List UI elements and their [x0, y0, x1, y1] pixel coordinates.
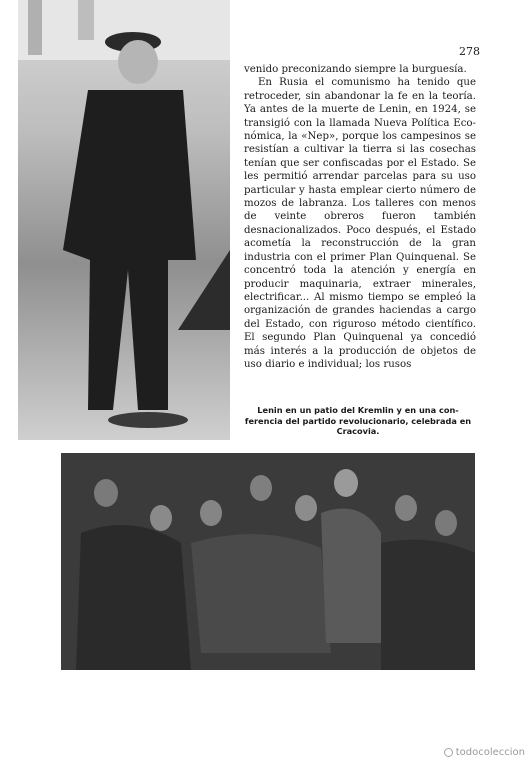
page-number: 278	[459, 45, 480, 58]
watermark-text: todocoleccion	[455, 747, 525, 758]
conference-scene-illustration	[61, 453, 475, 670]
body-text-column	[244, 63, 476, 371]
photo-conference-krakow	[61, 453, 475, 670]
photo-lenin-kremlin-courtyard	[18, 0, 230, 440]
paragraph: En Rusia el comunismo ha tenido que retroceder, sin abandonar la fe en la teoría. Ya antes de la muerte de Lenin, en 1924, se transigió con la llamada Nueva Política Económica, la «Nep», porque los campesinos se resistían a cultivar la tierra si las cosechas tenían que ser confiscadas por el Estado. Se les permitió arrendar parcelas para su uso particular y hasta emplear cierto número de mozos de labranza. Los talleres con menos de veinte obreros fueron también desnacionalizados. Poco después, el Estado acometía la reconstrucción de la gran industria con el primer Plan Quinquenal. Se concentró toda la atención y energía en producir maquinaria, extraer minerales, electrificar... Al mismo tiempo se empleó la organización de grandes haciendas a cargo del Estado, con riguroso método científico. El segundo Plan Quinquenal ya concedió más interés a la producción de objetos de uso diario e individual; los rusos	[244, 77, 476, 370]
watermark	[444, 747, 525, 758]
photo-caption: Lenin en un patio del Kremlin y en una conferencia del partido revolucionario, celebrada en Cracovia.	[244, 405, 472, 436]
lenin-figure-illustration	[18, 0, 230, 440]
watermark-logo-icon	[444, 748, 453, 757]
paragraph: venido preconizando siempre la burguesía.	[244, 64, 467, 75]
